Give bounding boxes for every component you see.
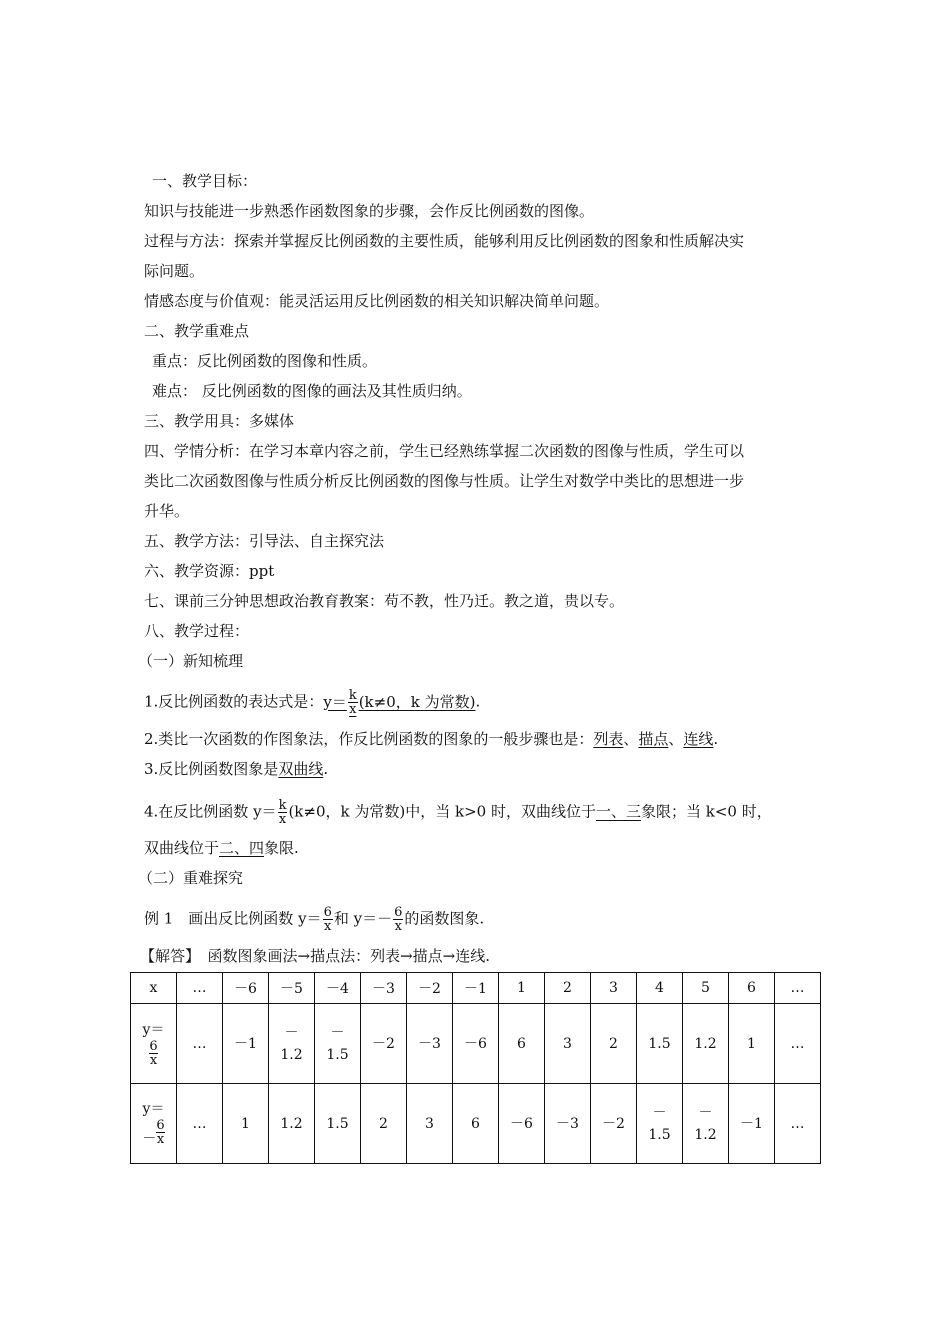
objective-attitude: 情感态度与价值观：能灵活运用反比例函数的相关知识解决简单问题。 (144, 292, 610, 310)
table-cell-text: －2 (602, 1115, 625, 1132)
key-point: 重点：反比例函数的图像和性质。 (152, 352, 378, 370)
section-2-title: 二、教学重难点 (144, 322, 250, 340)
item-4-fraction (278, 799, 288, 826)
section-7: 七、课前三分钟思想政治教育教案：苟不教，性乃迁。教之道，贵以专。 (144, 592, 625, 610)
table-cell (637, 1084, 683, 1164)
section-6: 六、教学资源：ppt (144, 562, 275, 580)
section-4-line-3: 升华。 (144, 502, 190, 520)
table-cell (729, 1084, 775, 1164)
table-cell (499, 1004, 545, 1084)
objective-process: 过程与方法：探索并掌握反比例函数的主要性质，能够利用反比例函数的图象和性质解决实 (144, 232, 745, 250)
item-2-sep-1: 、 (623, 730, 639, 748)
table-cell-text: 2 (379, 1115, 388, 1132)
table-cell-text: 1 (747, 1035, 756, 1052)
item-3-answer: 双曲线 (278, 760, 324, 778)
table-header-cell: … (775, 973, 821, 1004)
example-prefix: 例 1 画出反比例函数 y＝ (144, 909, 322, 928)
objective-process-cont: 际问题。 (144, 262, 205, 280)
example-fraction-2 (393, 906, 403, 933)
item-4-numerator: k (278, 798, 287, 813)
item-1-period: . (475, 692, 481, 711)
table-header-cell: －4 (315, 973, 361, 1004)
item-2-sep-2: 、 (668, 730, 684, 748)
table-header-row (131, 973, 821, 1004)
item-4-answer-b: 二、四 (219, 839, 265, 857)
row-2-label (131, 1084, 177, 1164)
item-4-middle: (k≠0，k 为常数)中，当 k>0 时，双曲线位于 (288, 802, 596, 821)
table-cell-text: － (698, 1104, 713, 1121)
table-cell (223, 1084, 269, 1164)
section-8: 八、教学过程： (144, 622, 250, 640)
item-2-prefix: 2.类比一次函数的作图象法，作反比例函数的图象的一般步骤也是： (144, 730, 594, 748)
table-cell (683, 1084, 729, 1164)
row-1-label-denominator: x (149, 1053, 158, 1068)
table-cell (453, 1084, 499, 1164)
table-cell (361, 1004, 407, 1084)
table-cell (545, 1004, 591, 1084)
table-cell-text: －1 (740, 1115, 763, 1132)
table-header-cell: －1 (453, 973, 499, 1004)
item-4 (144, 799, 772, 826)
table-cell-text: －6 (464, 1035, 487, 1052)
table-cell (729, 1004, 775, 1084)
item-1 (144, 689, 480, 716)
example-fraction-1 (323, 906, 333, 933)
item-2-answer-a: 列表 (593, 730, 624, 748)
item-1-y: y＝ (323, 692, 347, 711)
item-4-answer-a: 一、三 (595, 802, 641, 821)
item-2-answer-c: 连线 (683, 730, 714, 748)
example-denominator-2: x (394, 919, 402, 934)
table-cell-text: 6 (471, 1115, 480, 1132)
row-2-label-numerator: 6 (156, 1117, 165, 1133)
item-3 (144, 759, 328, 779)
example-denominator-1: x (324, 919, 332, 934)
item-4-prefix: 4.在反比例函数 y＝ (144, 802, 277, 821)
item-4-l2-prefix: 双曲线位于 (144, 839, 220, 857)
table-header-cell: 3 (591, 973, 637, 1004)
table-row-positive (131, 1004, 821, 1084)
section-1-title: 一、教学目标： (152, 172, 258, 190)
table-cell (407, 1084, 453, 1164)
table-header-cell: 5 (683, 973, 729, 1004)
table-cell-text: － (330, 1024, 345, 1041)
table-cell (591, 1084, 637, 1164)
table-cell (177, 1004, 223, 1084)
table-cell-text: －3 (556, 1115, 579, 1132)
table-cell-text: 1 (241, 1115, 250, 1132)
item-3-prefix: 3.反比例函数图象是 (144, 760, 279, 778)
table-cell (545, 1084, 591, 1164)
example-1 (144, 906, 484, 933)
table-header-cell: … (177, 973, 223, 1004)
part-2-title: （二）重难探究 (138, 869, 244, 887)
table-cell-text: 1.5 (326, 1046, 349, 1063)
table-cell-text: －1 (234, 1035, 257, 1052)
table-cell-text: … (790, 1115, 805, 1132)
objective-knowledge: 知识与技能进一步熟悉作函数图象的步骤，会作反比例函数的图像。 (144, 202, 595, 220)
table-cell-text: 1.2 (694, 1035, 717, 1052)
table-cell (683, 1004, 729, 1084)
table-header-cell: －5 (269, 973, 315, 1004)
section-4-line-1: 四、学情分析：在学习本章内容之前，学生已经熟练掌握二次函数的图像与性质，学生可以 (144, 442, 745, 460)
table-header-cell: 1 (499, 973, 545, 1004)
item-2 (144, 729, 718, 749)
table-cell (315, 1084, 361, 1164)
item-1-denominator: x (349, 702, 357, 717)
table-cell-text: －2 (372, 1035, 395, 1052)
item-2-period: . (713, 730, 719, 748)
table-cell (269, 1004, 315, 1084)
example-numerator-1: 6 (323, 905, 332, 920)
table-cell-text: 1.5 (648, 1035, 671, 1052)
item-2-answer-b: 描点 (638, 730, 669, 748)
item-4-l2-end: 象限. (264, 839, 299, 857)
table-cell-text: 2 (609, 1035, 618, 1052)
difficult-point: 难点： 反比例函数的图像的画法及其性质归纳。 (152, 382, 472, 400)
section-5: 五、教学方法：引导法、自主探究法 (144, 532, 385, 550)
table-header-cell: x (131, 973, 177, 1004)
table-cell-text: … (790, 1035, 805, 1052)
table-cell-text: 1.5 (648, 1126, 671, 1143)
table-cell (499, 1084, 545, 1164)
table-cell-text: 1.2 (280, 1115, 303, 1132)
item-1-condition: (k≠0，k 为常数) (358, 692, 476, 711)
table-header-cell: －6 (223, 973, 269, 1004)
item-1-prefix: 1.反比例函数的表达式是： (144, 692, 324, 711)
table-header-cell: 6 (729, 973, 775, 1004)
table-header-cell: 2 (545, 973, 591, 1004)
values-table (130, 972, 821, 1164)
table-row-negative (131, 1084, 821, 1164)
table-cell-text: … (192, 1035, 207, 1052)
section-4-line-2: 类比二次函数图像与性质分析反比例函数的图像与性质。让学生对数学中类比的思想进一步 (144, 472, 745, 490)
table-cell (315, 1004, 361, 1084)
item-4-line-2 (144, 838, 299, 858)
row-2-label-y: y＝ (142, 1100, 165, 1117)
answer-line: 【解答】 函数图象画法→描点法：列表→描点→连线. (140, 947, 490, 965)
example-numerator-2: 6 (394, 905, 403, 920)
table-cell-text: 1.2 (280, 1046, 303, 1063)
table-cell (775, 1084, 821, 1164)
table-cell-text: －6 (510, 1115, 533, 1132)
table-cell-text: 3 (563, 1035, 572, 1052)
table-header-cell: 4 (637, 973, 683, 1004)
example-middle: 和 y＝－ (333, 909, 393, 928)
section-3: 三、教学用具：多媒体 (144, 412, 295, 430)
part-1-title: （一）新知梳理 (138, 652, 244, 670)
table-cell (269, 1084, 315, 1164)
row-2-label-denominator: x (156, 1131, 165, 1147)
table-header-cell: －3 (361, 973, 407, 1004)
table-cell-text: 1.2 (694, 1126, 717, 1143)
table-cell-text: － (284, 1024, 299, 1041)
table-cell-text: － (652, 1104, 667, 1121)
table-cell (223, 1004, 269, 1084)
table-cell (591, 1004, 637, 1084)
item-4-middle-2: 象限；当 k<0 时， (640, 802, 772, 821)
table-cell (637, 1004, 683, 1084)
table-cell-text: －3 (418, 1035, 441, 1052)
item-3-period: . (323, 760, 329, 778)
row-1-label-y: y＝ (142, 1022, 165, 1038)
table-cell (177, 1084, 223, 1164)
table-cell-text: 6 (517, 1035, 526, 1052)
item-1-numerator: k (348, 688, 357, 703)
table-cell (361, 1084, 407, 1164)
table-cell (775, 1004, 821, 1084)
table-header-cell: －2 (407, 973, 453, 1004)
table-cell-text: 1.5 (326, 1115, 349, 1132)
item-1-answer (323, 688, 476, 717)
row-2-label-sign: － (142, 1130, 157, 1147)
example-end: 的函数图象. (404, 909, 485, 928)
table-cell (453, 1004, 499, 1084)
row-1-label (131, 1004, 177, 1084)
table-cell (407, 1004, 453, 1084)
item-4-denominator: x (278, 812, 287, 827)
table-cell-text: 3 (425, 1115, 434, 1132)
table-cell-text: … (192, 1115, 207, 1132)
row-1-label-numerator: 6 (149, 1039, 158, 1054)
item-1-fraction (348, 689, 358, 716)
